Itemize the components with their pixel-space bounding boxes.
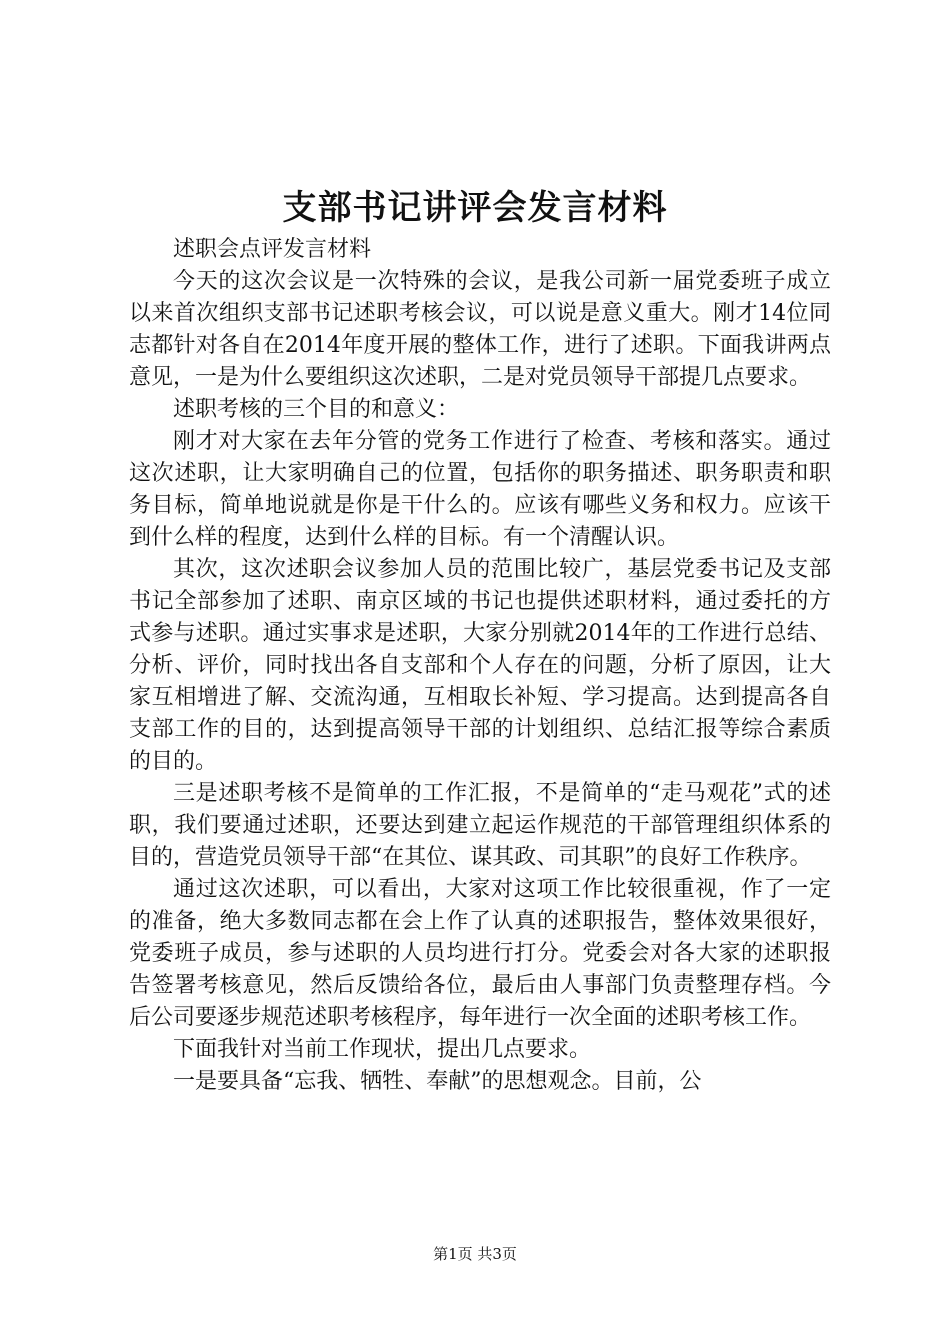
page-footer: 第1页 共3页 [433, 1245, 517, 1263]
paragraph-subtitle: 述职会点评发言材料 [173, 237, 372, 262]
paragraph: 一是要具备“忘我、牺牲、奉献”的思想观念。目前，公 [173, 1069, 702, 1094]
paragraph: 下面我针对当前工作现状，提出几点要求。 [173, 1037, 592, 1062]
paragraph-heading: 述职考核的三个目的和意义： [173, 397, 460, 422]
paragraph: 今天的这次会议是一次特殊的会议，是我公司新一届党委班子成立以来首次组织支部书记述职考核会议，可以说是意义重大。刚才14位同志都针对各自在2014年度开展的整体工作，进行了述职。下面我讲两点意见，一是为什么要组织这次述职，二是对党员领导干部提几点要求。 [129, 269, 831, 390]
document-title: 支部书记讲评会发言材料 [282, 188, 668, 228]
paragraph: 三是述职考核不是简单的工作汇报，不是简单的“走马观花”式的述职，我们要通过述职，还要达到建立起运作规范的干部管理组织体系的目的，营造党员领导干部“在其位、谋其政、司其职”的良好工作秩序。 [129, 781, 831, 870]
paragraph: 通过这次述职，可以看出，大家对这项工作比较很重视，作了一定的准备，绝大多数同志都在会上作了认真的述职报告，整体效果很好，党委班子成员，参与述职的人员均进行打分。党委会对各大家的述职报告签署考核意见，然后反馈给各位，最后由人事部门负责整理存档。今后公司要逐步规范述职考核程序，每年进行一次全面的述职考核工作。 [129, 877, 831, 1030]
paragraph: 其次，这次述职会议参加人员的范围比较广，基层党委书记及支部书记全部参加了述职、南京区域的书记也提供述职材料，通过委托的方式参与述职。通过实事求是述职，大家分别就2014年的工作进行总结、分析、评价，同时找出各自支部和个人存在的问题，分析了原因，让大家互相增进了解、交流沟通，互相取长补短、学习提高。达到提高各自支部工作的目的，达到提高领导干部的计划组织、总结汇报等综合素质的目的。 [129, 557, 831, 774]
paragraph: 刚才对大家在去年分管的党务工作进行了检查、考核和落实。通过这次述职，让大家明确自己的位置，包括你的职务描述、职务职责和职务目标，简单地说就是你是干什么的。应该有哪些义务和权力。应该干到什么样的程度，达到什么样的目标。有一个清醒认识。 [129, 429, 831, 550]
document-body [129, 234, 831, 1098]
